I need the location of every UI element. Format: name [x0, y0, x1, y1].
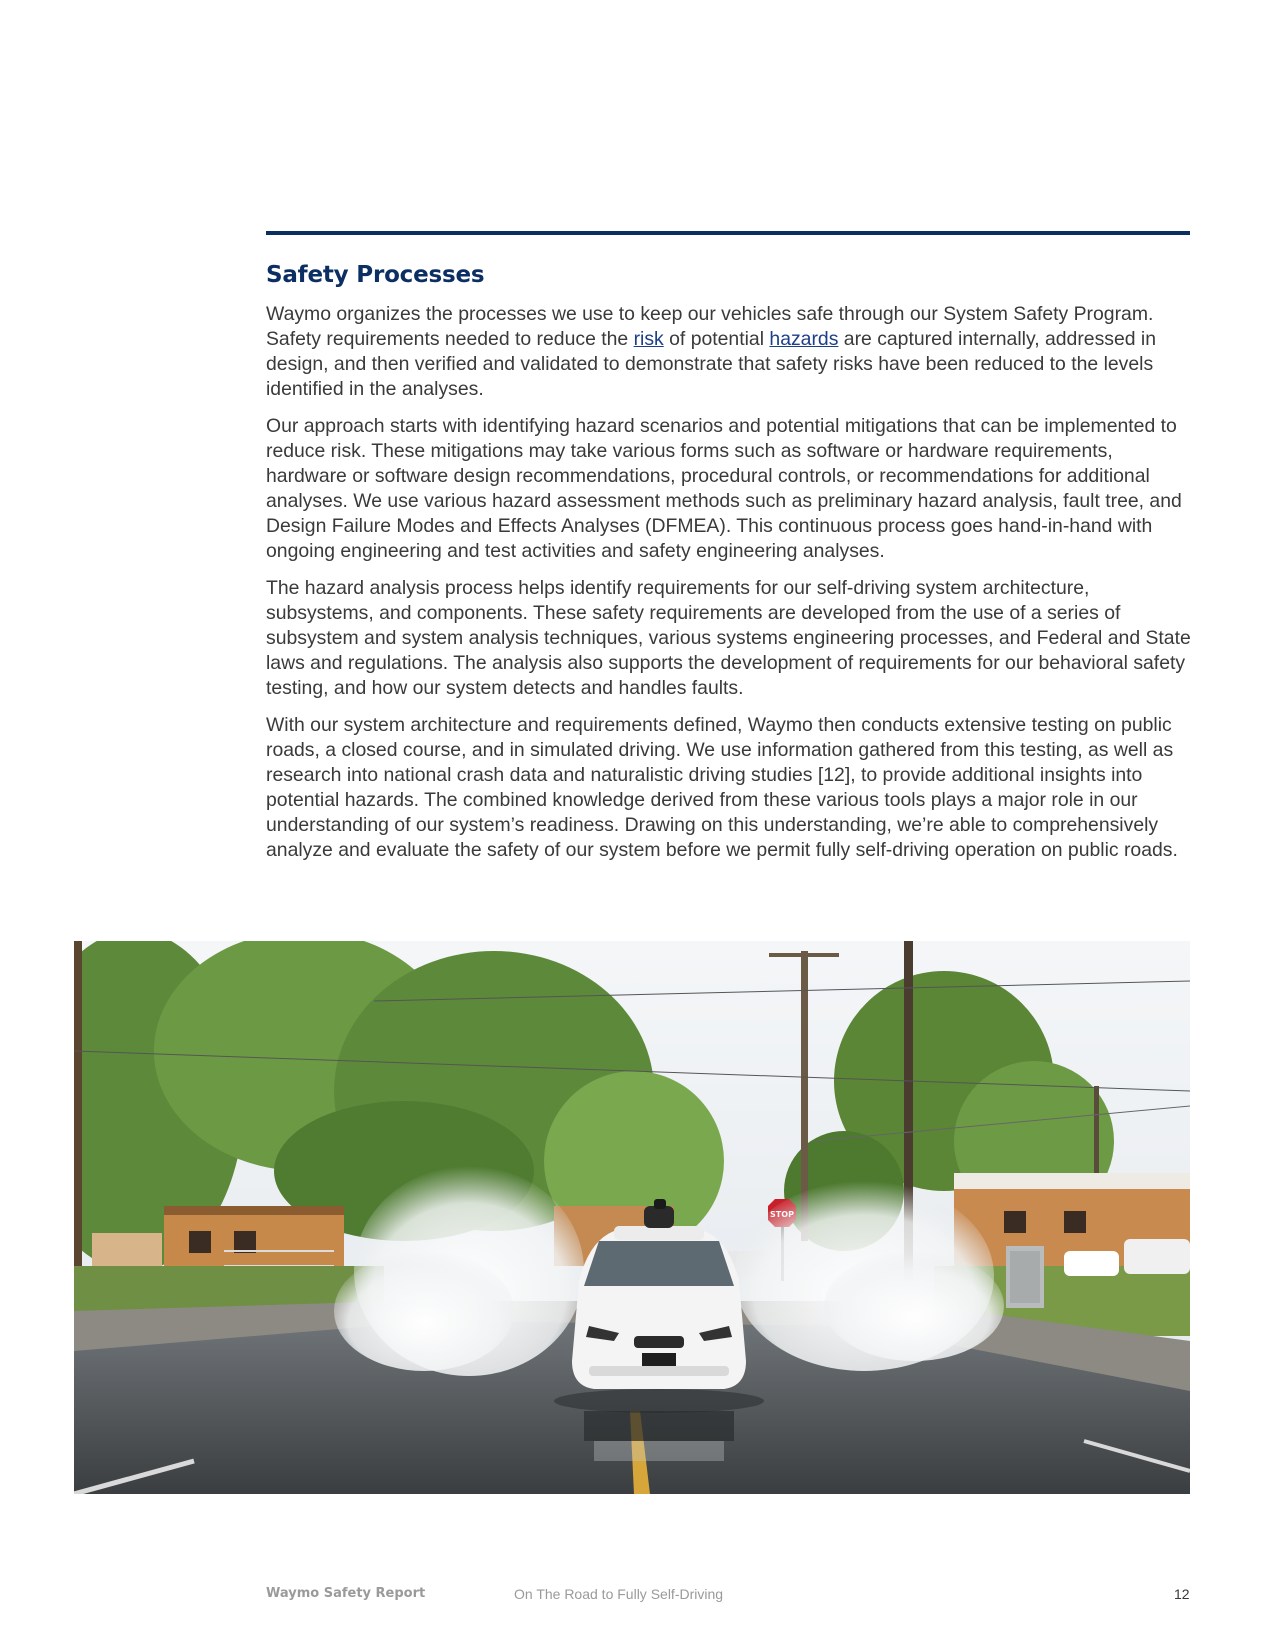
paragraph-1-text-c: are captured internally, addressed in design, and then verified and validated to demonstrate that safety risks have been reduced to the levels identified in the analyses. [266, 328, 1157, 400]
waymo-car-splash-photo [74, 941, 1190, 1494]
risk-link[interactable]: risk [633, 328, 664, 350]
paragraph-3: The hazard analysis process helps identify requirements for our self-driving system architecture, subsystems, and components. These safety requirements are developed from the use of a series of subsystem and system analysis techniques, various systems engineering processes, and Federal and State laws and regulations. The analysis also supports the development of requirements for our behavioral safety testing, and how our system detects and handles faults. [266, 577, 1191, 699]
paragraph-4: With our system architecture and requirements defined, Waymo then conducts extensive testing on public roads, a closed course, and in simulated driving. We use information gathered from this testing, as well as research into national crash data and naturalistic driving studies [12], to provide additional insights into potential hazards. The combined knowledge derived from these various tools plays a major role in our understanding of our system’s readiness. Drawing on this understanding, we’re able to comprehensively analyze and evaluate the safety of our system before we permit fully self-driving operation on public roads. [266, 714, 1178, 861]
footer-report-title: Waymo Safety Report [266, 1586, 426, 1601]
paragraph-1-text-b: of potential [663, 328, 770, 350]
paragraph-2: Our approach starts with identifying hazard scenarios and potential mitigations that can be implemented to reduce risk. These mitigations may take various forms such as software or hardware requirements, hardware or software design recommendations, procedural controls, or recommendations for additional analyses. We use various hazard assessment methods such as preliminary hazard analysis, fault tree, and Design Failure Modes and Effects Analyses (DFMEA). This continuous process goes hand-in-hand with ongoing engineering and test activities and safety engineering analyses. [266, 415, 1182, 562]
page-number: 12 [1174, 1586, 1190, 1602]
section-body [266, 302, 1196, 875]
hazards-link[interactable]: hazards [769, 328, 839, 350]
paragraph-1 [266, 302, 1196, 402]
paragraph-1-text-a: Waymo organizes the processes we use to keep our vehicles safe through our System Safety Program. Safety requirements needed to reduce the [266, 303, 1154, 350]
section-heading: Safety Processes [266, 262, 485, 288]
section-divider-rule [266, 231, 1190, 235]
footer-report-subtitle: On The Road to Fully Self-Driving [514, 1586, 724, 1602]
